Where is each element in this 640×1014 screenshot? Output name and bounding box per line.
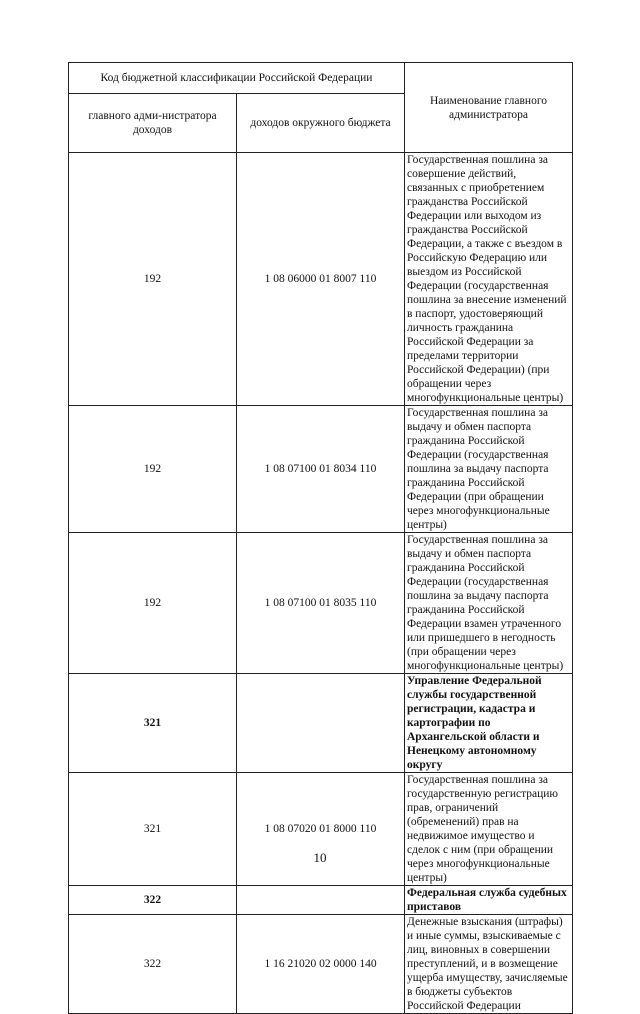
admin-name-cell: Государственная пошлина за выдачу и обмен паспорта гражданина Российской Федерации (государственная пошлина за выдачу паспорта гражданина Российской Федерации взамен утраченного или пришедшего в негодность (при обращении через многофункциональные центры) — [405, 533, 573, 674]
table-row — [69, 406, 573, 533]
income-code-cell: 1 08 06000 01 8007 110 — [237, 153, 405, 406]
page-number: 10 — [313, 850, 327, 865]
budget-classification-table — [68, 62, 573, 1014]
header-admin-cell: главного адми-нистратора доходов — [69, 94, 237, 153]
admin-name-cell: Государственная пошлина за выдачу и обмен паспорта гражданина Российской Федерации (государственная пошлина за выдачу паспорта гражданина Российской Федерации (при обращении через многофункциональные центры) — [405, 406, 573, 533]
admin-code-cell: 321 — [69, 674, 237, 773]
admin-name-cell: Денежные взыскания (штрафы) и иные суммы, взыскиваемые с лиц, виновных в совершении преступлений, и в возмещение ущерба имуществу, зачисляемые в бюджеты субъектов Российской Федерации — [405, 915, 573, 1014]
admin-code-cell: 322 — [69, 886, 237, 915]
income-code-cell: 1 08 07100 01 8035 110 — [237, 533, 405, 674]
header-row — [69, 63, 573, 94]
income-code-cell: 1 08 07100 01 8034 110 — [237, 406, 405, 533]
admin-code-cell: 192 — [69, 153, 237, 406]
income-code-cell — [237, 674, 405, 773]
header-code-cell: доходов окружного бюджета — [237, 94, 405, 153]
table-row — [69, 533, 573, 674]
admin-name-cell: Государственная пошлина за государственную регистрацию прав, ограничений (обременений) прав на недвижимое имущество и сделок с ним (при обращении через многофункциональные центры) — [405, 773, 573, 886]
admin-code-cell: 192 — [69, 533, 237, 674]
header-group-cell: Код бюджетной классификации Российской Федерации — [69, 63, 405, 94]
header-name-cell: Наименование главного администратора — [405, 63, 573, 153]
admin-code-cell: 192 — [69, 406, 237, 533]
admin-name-cell: Федеральная служба судебных приставов — [405, 886, 573, 915]
admin-name-cell: Управление Федеральной службы государственной регистрации, кадастра и картографии по Архангельской области и Ненецкому автономному округу — [405, 674, 573, 773]
table-row-section — [69, 674, 573, 773]
income-code-cell: 1 08 07020 01 8000 110 — [237, 773, 405, 886]
table-row — [69, 915, 573, 1014]
admin-code-cell: 322 — [69, 915, 237, 1014]
admin-code-cell: 321 — [69, 773, 237, 886]
income-code-cell — [237, 886, 405, 915]
income-code-cell: 1 16 21020 02 0000 140 — [237, 915, 405, 1014]
table-row — [69, 153, 573, 406]
table-row-section — [69, 886, 573, 915]
admin-name-cell: Государственная пошлина за совершение действий, связанных с приобретением гражданства Российской Федерации или выходом из гражданства Российской Федерации, а также с въездом в Российскую Федерацию или выездом из Российской Федерации (государственная пошлина за внесение изменений в паспорт, удостоверяющий личность гражданина Российской Федерации за пределами территории Российской Федерации) (при обращении через многофункциональные центры) — [405, 153, 573, 406]
table-row — [69, 773, 573, 886]
